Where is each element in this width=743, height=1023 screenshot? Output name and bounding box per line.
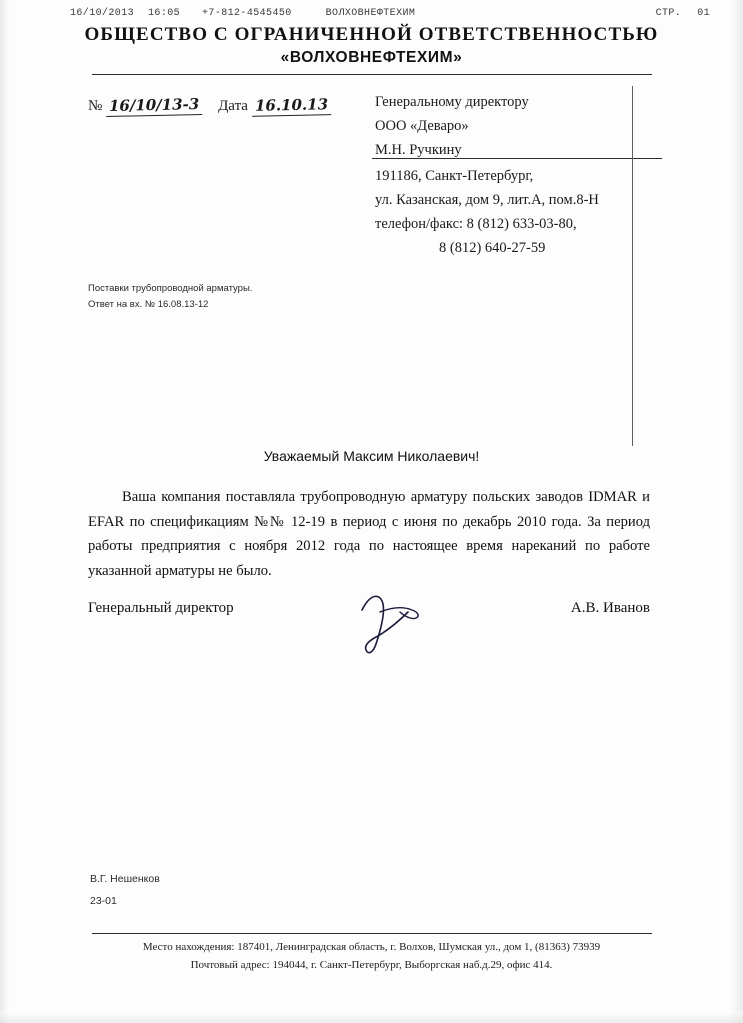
fax-page-number: 01 (697, 8, 710, 19)
address-line-3: телефон/факс: 8 (812) 633-03-80, (375, 216, 577, 232)
executor-name: В.Г. Нешенков (90, 873, 160, 885)
reference-date-label: Дата (218, 98, 248, 114)
address-details-block (375, 164, 675, 260)
addressee-divider (372, 158, 662, 159)
fax-number: +7-812-4545450 (202, 8, 292, 19)
address-line-1: 191186, Санкт-Петербург, (375, 168, 534, 184)
reference-number-value: 16/10/13-3 (106, 95, 203, 117)
scan-fold-line (632, 86, 633, 446)
addressee-block (375, 90, 665, 162)
letterhead-divider (92, 74, 652, 75)
footer-divider (92, 933, 652, 934)
scan-edge-left (0, 0, 10, 1023)
reference-number-label: № (88, 98, 103, 114)
letterhead-title: ОБЩЕСТВО С ОГРАНИЧЕННОЙ ОТВЕТСТВЕННОСТЬЮ (84, 24, 659, 45)
salutation: Уважаемый Максим Николаевич! (263, 448, 480, 464)
fax-header (70, 8, 710, 19)
addressee-line-2: ООО «Деваро» (375, 118, 469, 134)
scan-edge-right (729, 0, 743, 1023)
footer-line-1: Место нахождения: 187401, Ленинградская область, г. Волхов, Шумская ул., дом 1, (81363) 73939 (142, 941, 601, 953)
reference-date-value: 16.10.13 (252, 95, 331, 117)
signature-name: А.В. Иванов (570, 600, 650, 616)
signature-position: Генеральный директор (88, 600, 234, 616)
reference-line (88, 96, 331, 116)
footer-block (0, 938, 743, 974)
executor-phone: 23-01 (90, 895, 117, 907)
scan-edge-bottom (0, 1011, 743, 1023)
handwritten-signature-icon (350, 588, 440, 658)
fax-time: 16:05 (148, 8, 181, 19)
fax-page-label: СТР. (655, 8, 682, 19)
subject-line-1: Поставки трубопроводной арматуры. (88, 283, 253, 294)
fax-sender-name: ВОЛХОВНЕФТЕХИМ (325, 8, 416, 19)
addressee-line-1: Генеральному директору (375, 94, 529, 110)
address-line-2: ул. Казанская, дом 9, лит.А, пом.8-Н (375, 192, 599, 208)
subject-line-2: Ответ на вх. № 16.08.13-12 (88, 299, 209, 310)
addressee-line-3: М.Н. Ручкину (375, 142, 462, 158)
subject-block (88, 281, 252, 313)
executor-block (90, 868, 160, 912)
address-line-4: 8 (812) 640-27-59 (439, 240, 546, 256)
body-text: Ваша компания поставляла трубопроводную арматуру польских заводов IDMAR и EFAR по спецификациям №№ 12-19 в период с июня по декабрь 2010 года. За период работы предприятия с ноября 2012 года по настоящее время нареканий по работе указанной арматуры не было. (88, 489, 650, 579)
fax-date: 16/10/2013 (70, 8, 135, 19)
letterhead-company: «ВОЛХОВНЕФТЕХИМ» (280, 49, 463, 66)
footer-line-2: Почтовый адрес: 194044, г. Санкт-Петербург, Выборгская наб.д.29, офис 414. (190, 959, 553, 971)
